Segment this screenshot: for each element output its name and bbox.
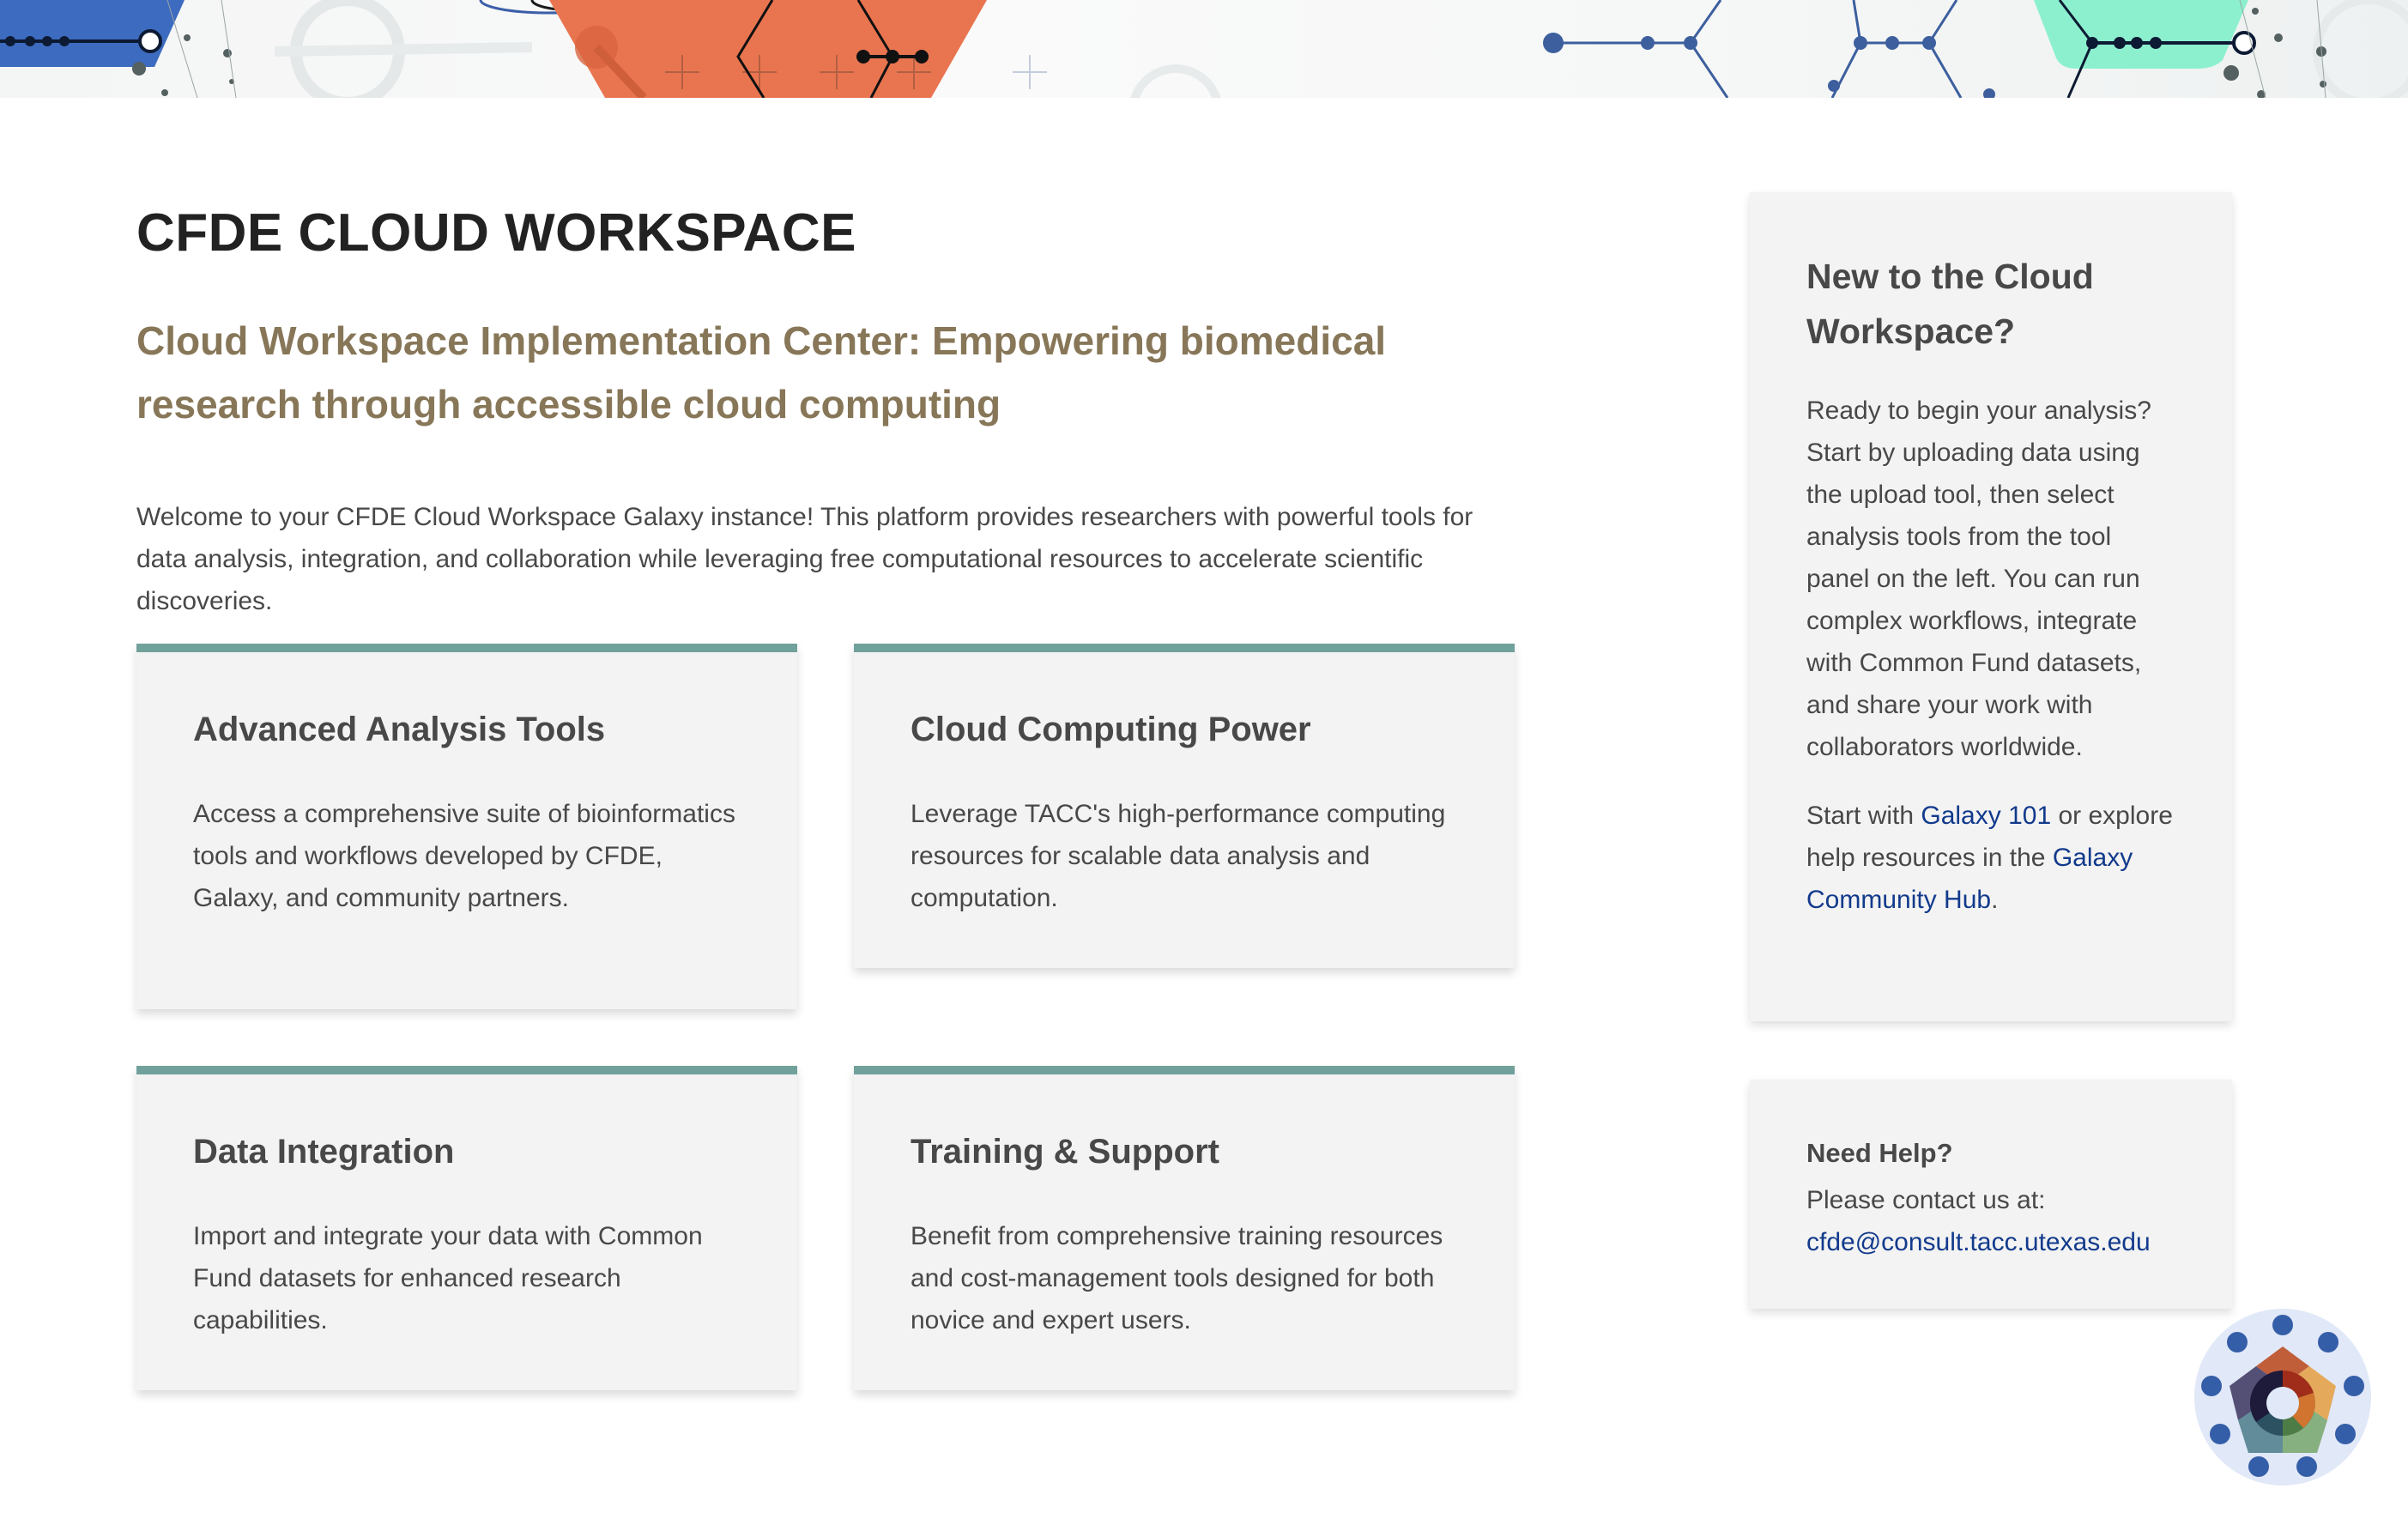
help-panel xyxy=(1750,1080,2232,1309)
support-email-link[interactable]: cfde@consult.tacc.utexas.edu xyxy=(1806,1228,2151,1256)
feature-card-data-integration xyxy=(136,1066,797,1390)
card-text: Benefit from comprehensive training resources and cost-management tools designed for both novice and expert users. xyxy=(911,1222,1443,1334)
help-text: Please contact us at: xyxy=(1806,1186,2046,1214)
card-title: Training & Support xyxy=(911,1133,1219,1171)
card-title: Cloud Computing Power xyxy=(911,711,1311,748)
start-suffix-text: . xyxy=(1991,886,1999,914)
feature-card-cloud-computing xyxy=(854,644,1515,968)
getting-started-links xyxy=(1806,795,2175,921)
galaxy-101-link[interactable]: Galaxy 101 xyxy=(1921,802,2052,830)
help-title: Need Help? xyxy=(1806,1138,1953,1168)
start-middle-text: or explore help resources in the xyxy=(1806,802,2173,872)
feature-card-analysis-tools xyxy=(136,644,797,1009)
new-user-panel xyxy=(1750,192,2232,1021)
page-subtitle: Cloud Workspace Implementation Center: Empowering biomedical research through accessible cloud computing xyxy=(136,318,1387,427)
feature-card-training-support xyxy=(854,1066,1515,1390)
card-title: Advanced Analysis Tools xyxy=(193,711,606,748)
galaxy-community-hub-link[interactable]: Galaxy Community Hub xyxy=(1806,844,2133,914)
main-content xyxy=(136,199,1518,622)
cfde-logo-icon[interactable] xyxy=(2194,1309,2371,1486)
new-user-title: New to the Cloud Workspace? xyxy=(1806,257,2094,351)
card-text: Access a comprehensive suite of bioinformatics tools and workflows developed by CFDE, Galaxy, and community partners. xyxy=(193,800,735,912)
card-title: Data Integration xyxy=(193,1133,455,1171)
help-email-line xyxy=(1806,1221,2175,1263)
intro-paragraph: Welcome to your CFDE Cloud Workspace Galaxy instance! This platform provides researchers with powerful tools for data analysis, integration, and collaboration while leveraging free computational resources to accelerate scientific discoveries. xyxy=(136,503,1473,615)
page-title: CFDE CLOUD WORKSPACE xyxy=(136,203,856,263)
header-banner xyxy=(0,0,2408,98)
card-text: Import and integrate your data with Common Fund datasets for enhanced research capabilities. xyxy=(193,1222,703,1334)
card-text: Leverage TACC's high-performance computing resources for scalable data analysis and computation. xyxy=(911,800,1446,912)
molecular-network-banner-image xyxy=(0,0,2408,98)
start-prefix-text: Start with xyxy=(1806,802,1921,830)
new-user-text: Ready to begin your analysis? Start by uploading data using the upload tool, then select analysis tools from the tool panel on the left. You can run complex workflows, integrate with Common Fund datasets, and share your work with collaborators worldwide. xyxy=(1806,396,2151,761)
